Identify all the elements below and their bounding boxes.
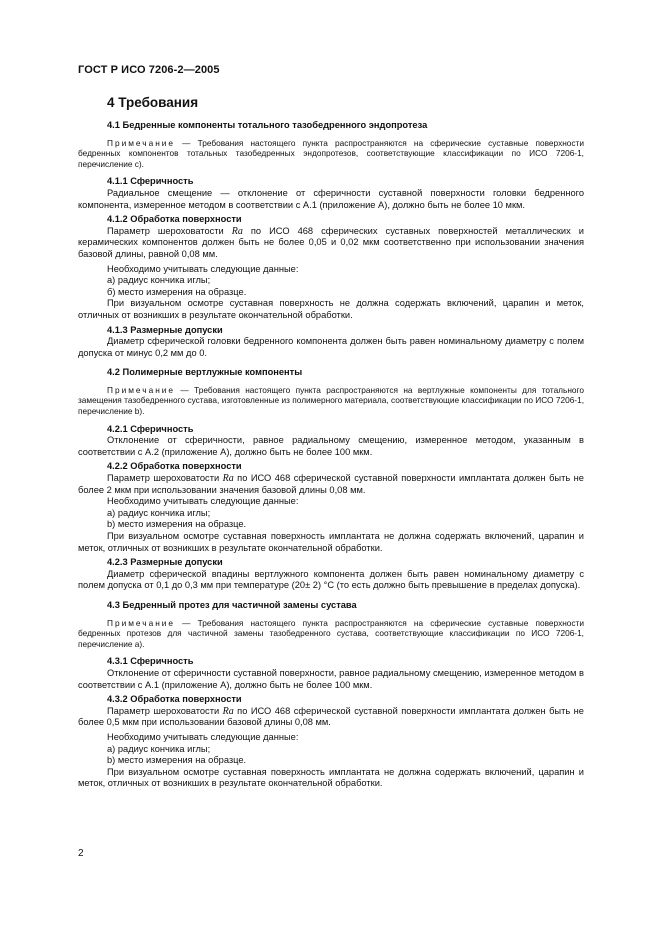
paragraph: Отклонение от сферичности суставной поверхности, равное радиальному смещению, измеренное методом в соответствии с А.1 (приложение А), должно быть не более 100 мкм. [78,667,584,690]
note-label: Примечание [107,617,176,628]
text-run: по ИСО 468 сферической суставной поверхности имплантата должен быть не более 0,5 мкм при использовании базовой длины 0,08 мм. [78,705,584,728]
paragraph [78,473,584,496]
heading-4-2: 4.2 Полимерные вертлужные компоненты [107,367,303,378]
note-4-2 [78,385,584,417]
note-label: Примечание [107,137,176,148]
list-item: b) место измерения на образце. [107,755,247,766]
heading-4-1-1: 4.1.1 Сферичность [107,176,194,187]
paragraph: При визуальном осмотре суставная поверхность имплантата не должна содержать включений, царапин и меток, отличных от возникших в результате окончательной обработки. [78,766,584,789]
paragraph: При визуальном осмотре суставная поверхность не должна содержать включений, царапин и меток, отличных от возникших в результате окончательной обработки. [78,298,584,320]
list-item: а) радиус кончика иглы; [107,275,211,286]
note-4-3 [78,618,584,650]
ra-symbol: Ra [222,473,234,485]
list-item: б) место измерения на образце. [107,286,247,297]
paragraph [78,706,584,729]
note-text: — Требования настоящего пункта распространяются на вертлужные компоненты для тотального замещения тазобедренного сустава, изготовленные из полимерного материала, соответствующие классификации по ИСО 7206-1, перечисление b). [78,384,584,417]
note-text: — Требования настоящего пункта распространяются на сферические суставные поверхности бедренных протезов для частичной замены тазобедренного сустава, соответствующие классификации по ИСО 7206-1, перечисление а). [78,617,584,649]
page-number: 2 [78,848,84,859]
ra-symbol: Ra [222,705,234,717]
paragraph: Необходимо учитывать следующие данные: [107,263,299,274]
paragraph: Радиальное смещение — отклонение от сферичности суставной поверхности головки бедренного компонента, измеренное методом в соответствии с А.1 (приложение А), должно быть не более 10 мкм. [78,187,584,210]
paragraph: Диаметр сферической впадины вертлужного компонента должен быть равен номинальному диаметру с полем допуска от 0,1 до 0,3 мм при температуре (20± 2) °С (то есть должно быть превышение в пределах допуска). [78,568,584,591]
heading-4-2-3: 4.2.3 Размерные допуски [107,557,223,568]
heading-4-2-2: 4.2.2 Обработка поверхности [107,461,242,472]
heading-4-2-1: 4.2.1 Сферичность [107,423,194,434]
paragraph: Необходимо учитывать следующие данные: [107,496,299,507]
paragraph: Необходимо учитывать следующие данные: [107,731,299,742]
paragraph: При визуальном осмотре суставная поверхность имплантата не должна содержать включений, царапин и меток, отличных от возникших в результате окончательной обработки. [78,531,584,553]
heading-4-1-3: 4.1.3 Размерные допуски [107,324,223,335]
document-header: ГОСТ Р ИСО 7206-2—2005 [78,64,220,76]
paragraph [78,226,584,261]
heading-4-1-2: 4.1.2 Обработка поверхности [107,214,242,225]
heading-4-3-2: 4.3.2 Обработка поверхности [107,694,242,705]
heading-4-1: 4.1 Бедренные компоненты тотального тазобедренного эндопротеза [107,120,428,130]
text-run: Параметр шероховатости [107,225,232,236]
heading-4-3: 4.3 Бедренный протез для частичной замены сустава [107,599,357,610]
text-run: по ИСО 468 сферической суставной поверхности имплантата должен быть не более 2 мкм при использовании значения базовой длины 0,08 мм. [78,473,584,495]
list-item: b) место измерения на образце. [107,519,247,530]
note-label: Примечание [107,384,176,395]
list-item: a) радиус кончика иглы; [107,743,211,754]
text-run: Параметр шероховатости [107,473,223,484]
list-item: a) радиус кончика иглы; [107,507,211,518]
note-4-1 [78,138,584,170]
paragraph: Отклонение от сферичности, равное радиальному смещению, измеренное методом, указанным в соответствии с А.2 (приложение А), должно быть не более 100 мкм. [78,435,584,457]
note-text: — Требования настоящего пункта распространяются на сферические суставные поверхности бедренных компонентов тотальных тазобедренных эндопротезов, соответствующие классификации по ИСО 7206-1, перечисление с). [78,137,584,169]
section-title: 4 Требования [107,95,199,110]
heading-4-3-1: 4.3.1 Сферичность [107,656,194,667]
document-body [78,120,584,790]
text-run: по ИСО 468 сферических суставных поверхностей металлических и керамических компонентов должен быть не более 0,05 и 0,02 мкм соответственно при использовании значения базовой длины, равной 0,08 мм. [78,225,584,259]
text-run: Параметр шероховатости [107,705,223,716]
ra-symbol: Ra [231,225,243,237]
paragraph: Диаметр сферической головки бедренного компонента должен быть равен номинальному диаметру с полем допуска от минус 0,2 мм до 0. [78,336,584,358]
